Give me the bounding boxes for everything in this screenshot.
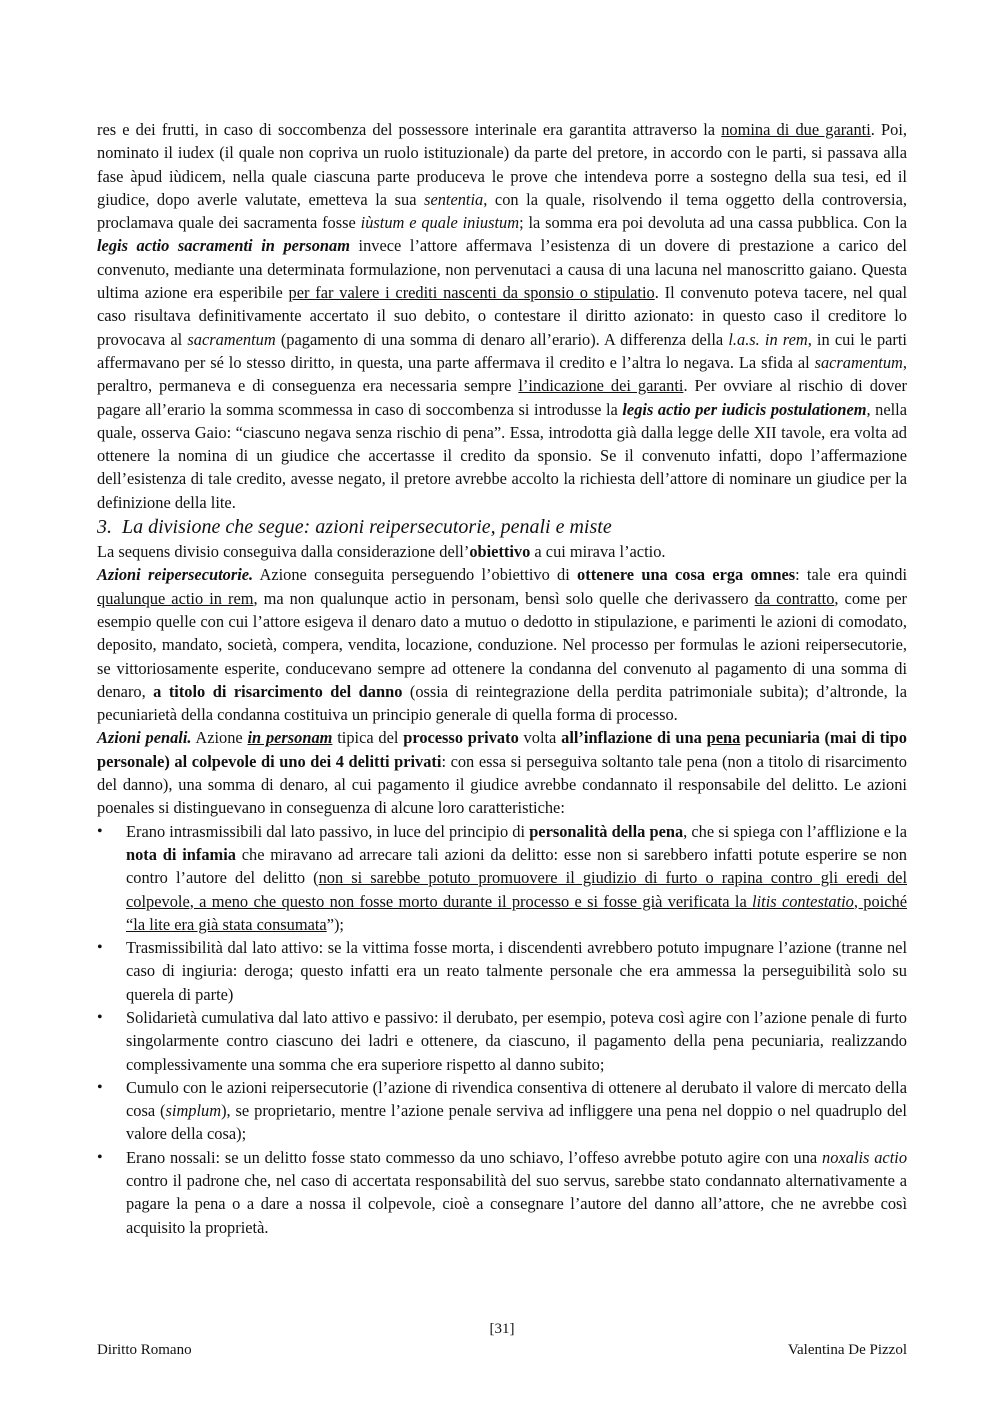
text-run: , poiché “la lite era già stata consumata [126, 891, 907, 934]
text-run: : tale era quindi [795, 565, 907, 585]
text-run: l’indicazione dei garanti [518, 376, 684, 396]
text-run: tipica del [332, 728, 404, 748]
text-run: noxalis actio [822, 1147, 908, 1167]
text-run: Trasmissibilità dal lato attivo: se la vittima fosse morta, i discendenti avrebbero potuto impugnare l’azione (tranne nel caso di ingiuria: deroga; questo infatti era un reato talmente personale che era ammessa la perseguibilità solo su querela di parte) [126, 938, 907, 1004]
text-run: simplum [165, 1101, 222, 1121]
page-content [97, 118, 907, 1239]
list-item [97, 1146, 907, 1239]
text-run: Azioni reipersecutorie. [97, 565, 254, 585]
section-heading: 3. La divisione che segue: azioni reipersecutorie, penali e miste [97, 516, 612, 539]
text-run: nota di infamia [126, 844, 236, 864]
paragraph-azioni-penali [97, 726, 907, 819]
text-run: Azione conseguita perseguendo l’obiettivo di [253, 565, 578, 585]
text-run: pecuniaria (mai di tipo personale) al colpevole di uno dei 4 delitti privati [97, 728, 907, 771]
text-run: Azione [191, 728, 248, 748]
text-run: legis actio per iudicis postulationem [622, 399, 867, 419]
text-run: . Poi, nominato il iudex (il quale non copriva un ruolo istituzionale) da parte del pretore, in accordo con le parti, si passava alla fase àpud iùdicem, nella quale ciascuna parte produceva le prove che intendeva porre a sostegno della sua tesi, ed il giudice, dopo averle valutate, emetteva la sua [97, 120, 907, 209]
text-run: Cumulo con le azioni reipersecutorie (l’azione di rivendica consentiva di ottenere al derubato il valore di mercato della cosa ( [126, 1077, 907, 1121]
text-run: . Per ovviare al rischio di dover pagare all’erario la somma scommessa in caso di soccombenza si introdusse la [97, 376, 908, 419]
text-run: da contratto [754, 588, 835, 608]
text-run: sententia [424, 189, 484, 209]
text-run: qualunque actio in rem [97, 588, 254, 608]
text-run: contro il padrone che, nel caso di accertata responsabilità del suo servus, sarebbe stato condannato alternativamente a pagare la pena o a dare a nossa il colpevole, cioè a consegnare l’autore del danno all’attore, che ne avrebbe così acquisito la proprietà. [126, 1171, 907, 1237]
bullet-list [97, 820, 907, 1239]
text-run: ), se proprietario, mentre l’azione penale serviva ad infliggere una pena nel doppio o nel quadruplo del valore della cosa); [126, 1101, 907, 1144]
text-run: pena [706, 728, 741, 748]
footer-course-title: Diritto Romano [97, 1342, 192, 1358]
text-run: iùstum e quale iniustum [360, 213, 520, 233]
text-run: che miravano ad arrecare tali azioni da delitto: esse non si sarebbero infatti potute esperire se non contro l’autore del delitto ( [126, 844, 907, 888]
text-run: (ossia di reintegrazione della perdita patrimoniale subita); d’altronde, la pecuniarietà della condanna costituiva un principio generale di quella forma di processo. [97, 681, 908, 725]
text-run: sacramentum [187, 329, 276, 349]
text-run: . Il convenuto poteva tacere, nel qual caso risultava definitivamente accertato il suo debito, o contestare il diritto azionato: in questo caso il creditore lo provocava al [97, 283, 907, 349]
text-run: Solidarietà cumulativa dal lato attivo e passivo: il derubato, per esempio, poteva così agire con l’azione penale di furto singolarmente contro ciascuno dei ladri e ottenere, da ciascuno, il pagamento della pena pecuniaria, realizzando complessivamente una somma che era superiore rispetto al danno subito; [126, 1007, 907, 1074]
text-run: : con essa si perseguiva soltanto tale pena (non a titolo di risarcimento del danno), una somma di denaro, al cui pagamento il giudice avrebbe condannato il responsabile del delitto. Le azioni poenales si distinguevano in conseguenza di alcune loro caratteristiche: [97, 751, 907, 818]
text-run: La sequens divisio conseguiva dalla considerazione dell’ [97, 542, 470, 562]
text-run: , con la quale, risolvendo il tema oggetto della controversia, proclamava quale dei sacramenta fosse [97, 189, 907, 233]
text-run: ottenere una cosa erga omnes [577, 565, 796, 585]
text-run: , in cui le parti affermavano per sé lo stesso diritto, in questa, una parte affermava il credito e l’altra lo negava. La sfida al [97, 329, 907, 372]
page-number: [31] [489, 1321, 515, 1337]
text-run: Erano intrasmissibili dal lato passivo, in luce del principio di [126, 821, 530, 841]
text-run: processo privato [403, 728, 519, 748]
text-run: Azioni penali. [97, 728, 192, 748]
text-run: invece l’attore affermava l’esistenza di un dovere di prestazione a carico del convenuto, mediante una determinata formulazione, non pervenutaci a causa di una lacuna nel manoscritto gaiano. Questa ultima azione era esperibile [97, 236, 907, 303]
text-run: in personam [247, 728, 333, 748]
footer-author: Valentina De Pizzol [787, 1342, 907, 1358]
text-run: obiettivo [469, 542, 531, 562]
list-item [97, 1006, 907, 1076]
text-run: litis contestatio [752, 891, 854, 911]
list-item [97, 820, 907, 936]
text-run: , nella quale, osserva Gaio: “ciascuno negava senza rischio di pena”. Essa, introdotta già dalla legge delle XII tavole, era volta ad ottenere la nomina di un giudice che accertasse il credito da sponsio. Se il convenuto infatti, dopo l’affermazione dell’esistenza di tale credito, avesse negato, il pretore avrebbe accolto la richiesta dell’attore di nominare un giudice per la definizione della lite. [97, 399, 907, 512]
text-run: (pagamento di una somma di denaro all’erario). A differenza della [275, 329, 729, 349]
text-run: , peraltro, permaneva e di conseguenza era necessaria sempre [97, 352, 907, 396]
text-run: , ma non qualunque actio in personam, bensì solo quelle che derivassero [253, 588, 755, 608]
page-footer [97, 1342, 907, 1359]
text-run: nomina di due garanti [721, 120, 871, 139]
text-run: res e dei frutti, in caso di soccombenza del possessore interinale era garantita attraverso la [97, 120, 722, 139]
list-item [97, 936, 907, 1006]
text-run: per far valere i crediti nascenti da sponsio o stipulatio [288, 283, 655, 303]
text-run: all’inflazione di una [561, 728, 707, 748]
paragraph [97, 118, 907, 514]
text-run: ; la somma era poi devoluta ad una cassa pubblica. Con la [519, 213, 907, 233]
text-run: legis actio sacramenti in personam [97, 236, 350, 256]
text-run: volta [518, 728, 562, 748]
list-item [97, 1076, 907, 1146]
text-run: personalità della pena [529, 821, 684, 841]
text-run: ”); [326, 914, 344, 934]
text-run: a cui mirava l’actio. [530, 542, 666, 562]
text-run: sacramentum [814, 352, 903, 372]
text-run: l.a.s. in rem [728, 329, 808, 349]
paragraph [97, 540, 907, 563]
paragraph-azioni-reipersecutorie [97, 563, 907, 726]
text-run: , come per esempio quelle con cui l’attore esigeva il denaro dato a mutuo o dedotto in stipulazione, e parimenti le azioni di comodato, deposito, mandato, società, compera, vendita, locazione, conduzione. Nel processo per formulas le azioni reipersecutorie, se vittoriosamente esperite, conducevano sempre ad ottenere la condanna del convenuto al pagamento di una somma di denaro, [97, 588, 907, 701]
text-run: non si sarebbe potuto promuovere il giudizio di furto o rapina contro gli eredi del colpevole, a meno che questo non fosse morto durante il processo e si fosse già verificata la [126, 868, 908, 911]
text-run: Erano nossali: se un delitto fosse stato commesso da uno schiavo, l’offeso avrebbe potuto agire con una [126, 1147, 823, 1167]
text-run: , che si spiega con l’afflizione e la [683, 821, 907, 841]
text-run: a titolo di risarcimento del danno [153, 681, 403, 701]
